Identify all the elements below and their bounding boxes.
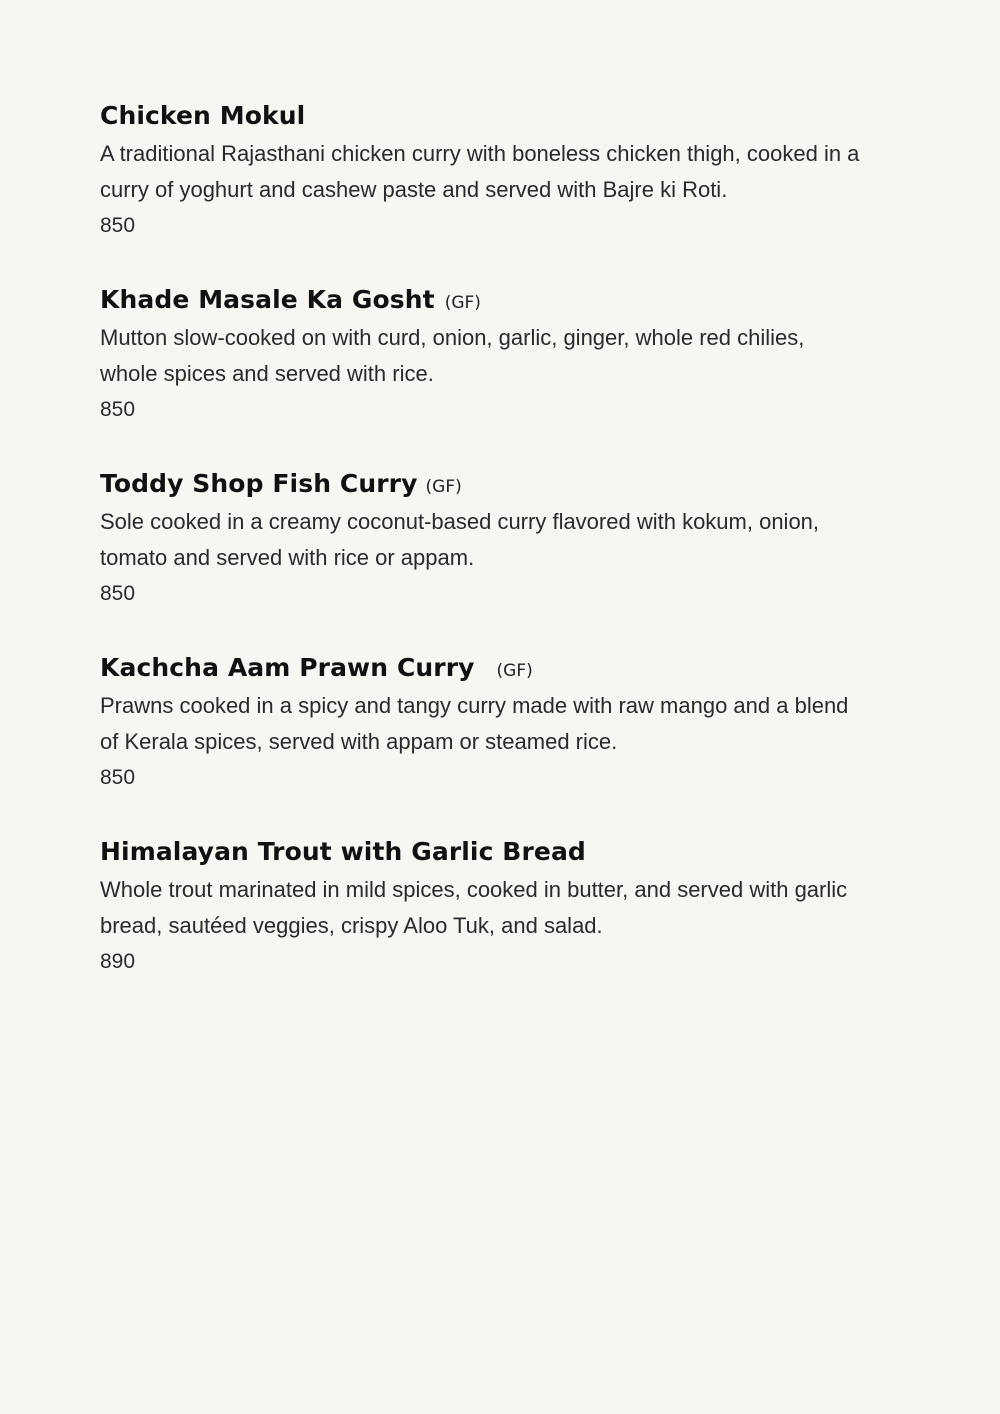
menu-item-description: A traditional Rajasthani chicken curry with boneless chicken thigh, cooked in a curry of yoghurt and cashew paste and served with Bajre ki Roti.	[100, 141, 860, 202]
menu-item-description: Sole cooked in a creamy coconut-based curry flavored with kokum, onion, tomato and served with rice or appam.	[100, 509, 820, 570]
menu-item-name: Khade Masale Ka Gosht	[100, 285, 435, 314]
menu-item-himalayan-trout	[100, 832, 860, 980]
menu-item-title-row	[100, 280, 860, 320]
menu-item-title-row	[100, 96, 860, 136]
menu-item-khade-masale-ka-gosht	[100, 280, 860, 428]
gluten-free-tag: (GF)	[425, 477, 462, 497]
gluten-free-tag: (GF)	[444, 293, 481, 313]
menu-item-title-row	[100, 832, 860, 872]
menu-item-toddy-shop-fish-curry	[100, 464, 860, 612]
gluten-free-tag: (GF)	[496, 661, 533, 681]
menu-item-description: Whole trout marinated in mild spices, cooked in butter, and served with garlic bread, sautéed veggies, crispy Aloo Tuk, and salad.	[100, 877, 848, 938]
menu-item-kachcha-aam-prawn-curry	[100, 648, 860, 796]
menu-item-price: 890	[100, 950, 136, 973]
menu-item-name: Toddy Shop Fish Curry	[100, 469, 418, 498]
menu-item-chicken-mokul	[100, 96, 860, 244]
menu-item-price: 850	[100, 766, 136, 789]
menu-item-title-row	[100, 464, 860, 504]
menu-item-description: Mutton slow-cooked on with curd, onion, garlic, ginger, whole red chilies, whole spices and served with rice.	[100, 325, 805, 386]
menu-item-name: Himalayan Trout with Garlic Bread	[100, 837, 586, 866]
menu-item-price: 850	[100, 582, 136, 605]
menu-item-name: Chicken Mokul	[100, 101, 306, 130]
menu-item-price: 850	[100, 398, 136, 421]
menu-item-description: Prawns cooked in a spicy and tangy curry made with raw mango and a blend of Kerala spices, served with appam or steamed rice.	[100, 693, 849, 754]
menu-list	[100, 96, 860, 1016]
menu-item-price: 850	[100, 214, 136, 237]
menu-item-name: Kachcha Aam Prawn Curry	[100, 653, 475, 682]
menu-item-title-row	[100, 648, 860, 688]
